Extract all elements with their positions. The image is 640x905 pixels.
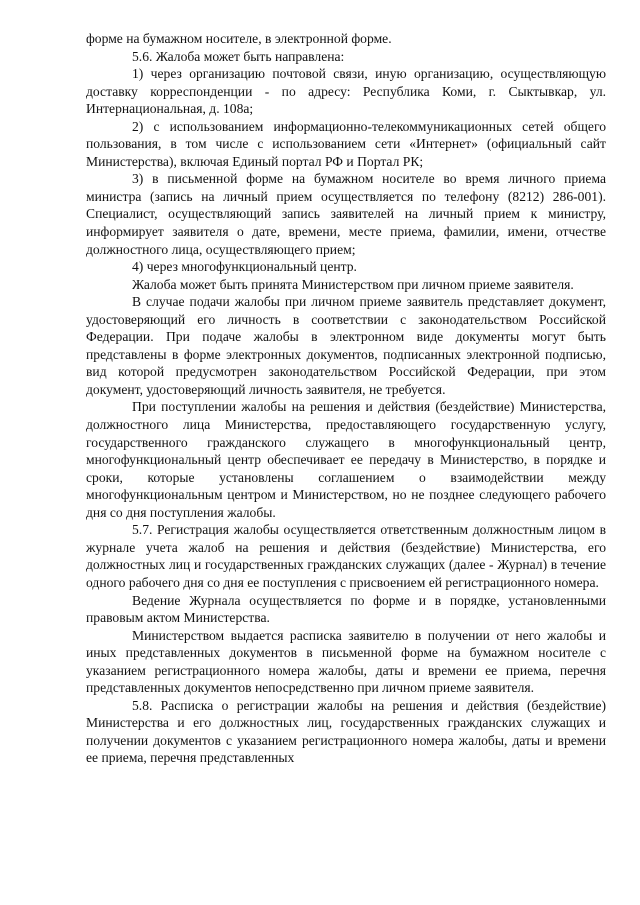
paragraph-1: форме на бумажном носителе, в электронной форме. <box>86 31 392 46</box>
paragraph-2: 5.6. Жалоба может быть направлена: <box>132 48 345 64</box>
paragraph-7: Жалоба может быть принята Министерством при личном приеме заявителя. <box>132 276 574 292</box>
paragraph-13: 5.8. Расписка о регистрации жалобы на решения и действия (бездействие) Министерства и его должностных лиц, государственных гражданских служащих и получении документов с указанием регистрационного номера жалобы, даты и времени ее приема, перечня представленных <box>86 697 606 766</box>
paragraph-9: При поступлении жалобы на решения и действия (бездействие) Министерства, должностного лица Министерства, предоставляющего государственную услугу, государственного гражданского служащего в многофункциональный центр, многофункциональный центр обеспечивает ее передачу в Министерство, в порядке и сроки, которые установлены соглашением о взаимодействии между многофункциональным центром и Министерством, но не позднее следующего рабочего дня со дня поступления жалобы. <box>86 399 606 520</box>
paragraph-4: 2) с использованием информационно-телекоммуникационных сетей общего пользования, в том числе с использованием сети «Интернет» (официальный сайт Министерства), включая Единый портал РФ и Портал РК; <box>86 118 606 169</box>
paragraph-3: 1) через организацию почтовой связи, иную организацию, осуществляющую доставку корреспонденции - по адресу: Республика Коми, г. Сыктывкар, ул. Интернациональная, д. 108а; <box>86 66 606 117</box>
paragraph-5: 3) в письменной форме на бумажном носителе во время личного приема министра (запись на личный прием осуществляется по телефону (8212) 286-001). Специалист, осуществляющий запись заявителей на личный прием к министру, информирует заявителя о дате, времени, месте приема, фамилии, имени, отчестве должностного лица, осуществляющего прием; <box>86 171 606 257</box>
paragraph-8: В случае подачи жалобы при личном приеме заявитель представляет документ, удостоверяющий его личность в соответствии с законодательством Российской Федерации. При подаче жалобы в электронном виде документы могут быть представлены в форме электронных документов, подписанных электронной подписью, вид которой предусмотрен законодательством Российской Федерации, при этом документ, удостоверяющий личность заявителя, не требуется. <box>86 294 606 397</box>
paragraph-11: Ведение Журнала осуществляется по форме и в порядке, установленными правовым актом Министерства. <box>86 592 606 626</box>
paragraph-12: Министерством выдается расписка заявителю в получении от него жалобы и иных представленных документов в письменной форме на бумажном носителе с указанием регистрационного номера жалобы, даты и времени ее приема, перечня представленных документов непосредственно при личном приеме заявителя. <box>86 627 606 696</box>
paragraph-10: 5.7. Регистрация жалобы осуществляется ответственным должностным лицом в журнале учета жалоб на решения и действия (бездействие) Министерства, его должностных лиц и государственных гражданских служащих (далее - Журнал) в течение одного рабочего дня со дня ее поступления с присвоением ей регистрационного номера. <box>86 522 606 590</box>
paragraph-6: 4) через многофункциональный центр. <box>132 259 357 275</box>
